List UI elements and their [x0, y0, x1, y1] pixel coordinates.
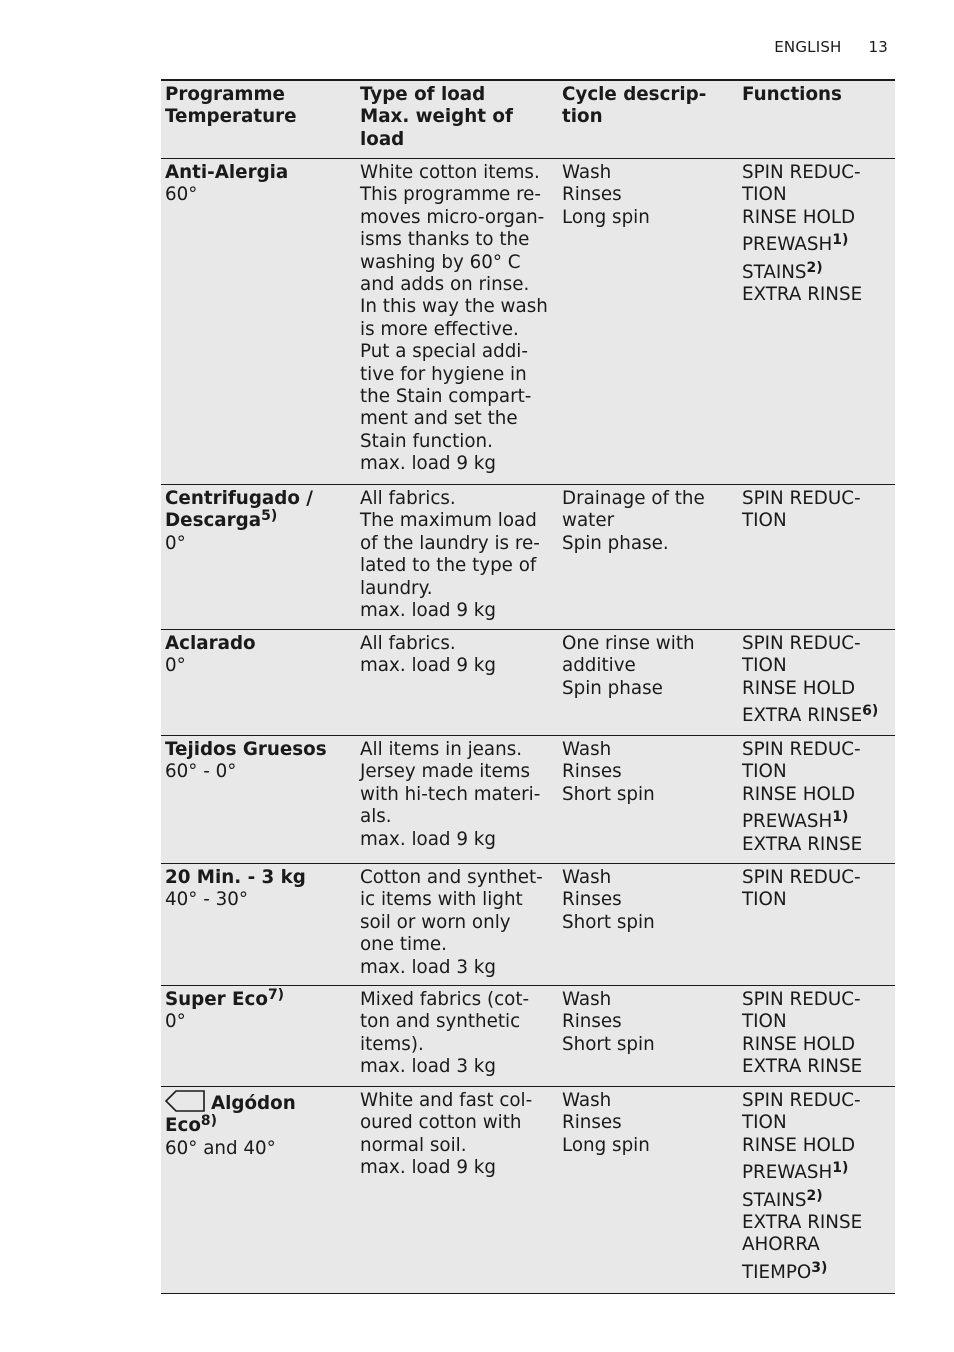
table-row: [161, 485, 895, 630]
programme-name-line: [165, 867, 352, 889]
function-item: [742, 989, 891, 1011]
function-label: SPIN REDUC-: [742, 989, 861, 1010]
function-label: RINSE HOLD: [742, 783, 856, 805]
function-item: [742, 811, 891, 833]
function-item: [742, 259, 891, 284]
function-label: TION: [742, 1011, 787, 1033]
function-item: [742, 284, 891, 306]
programme-name: Super Eco: [165, 989, 268, 1010]
footnote-ref: 1): [832, 232, 849, 249]
programme-cell: [161, 986, 356, 1086]
load-cell: Cotton and synthet- ic items with light soil or worn only one time. max. load 3 kg: [360, 867, 543, 978]
cycle-cell: Wash Rinses Long spin: [562, 1090, 650, 1156]
function-label: EXTRA RINSE: [742, 833, 863, 855]
programme-temperature: 0°: [165, 1011, 186, 1033]
programme-name-line: [165, 1115, 352, 1137]
function-label: PREWASH: [742, 811, 833, 833]
footnote-ref: 6): [862, 703, 879, 720]
function-label: TION: [742, 655, 787, 677]
table-row: [161, 864, 895, 986]
function-label: RINSE HOLD: [742, 677, 856, 699]
programme-temperature: 40° - 30°: [165, 889, 249, 911]
function-item: [742, 1135, 891, 1157]
programme-temperature: 0°: [165, 655, 186, 677]
programme-cell: [161, 485, 356, 629]
programme-temperature: 60° - 0°: [165, 761, 237, 783]
function-label: SPIN REDUC-: [742, 1090, 861, 1111]
programme-table: [161, 79, 895, 1294]
programme-cell: [161, 1087, 356, 1293]
programme-temperature: 60°: [165, 184, 198, 206]
function-item: [742, 488, 891, 510]
programme-name-line: [165, 633, 352, 655]
footnote-ref: 2): [806, 259, 823, 276]
functions-cell: [738, 1087, 895, 1293]
load-cell: Mixed fabrics (cot- ton and synthetic items). max. load 3 kg: [360, 989, 530, 1078]
function-label: PREWASH: [742, 234, 833, 256]
programme-name-line: [165, 989, 352, 1011]
footnote-ref: 2): [806, 1187, 823, 1204]
cycle-cell: Wash Rinses Long spin: [562, 162, 650, 228]
programme-name-continued: Eco: [165, 1115, 201, 1137]
programme-cell: [161, 864, 356, 985]
table-row: [161, 986, 895, 1087]
function-item: [742, 1090, 891, 1112]
function-item: [742, 867, 891, 889]
programme-name: 20 Min. - 3 kg: [165, 867, 306, 888]
functions-cell: [738, 485, 895, 629]
function-item: [742, 1162, 891, 1184]
function-item: [742, 834, 891, 856]
load-cell: White and fast col- oured cotton with normal soil. max. load 9 kg: [360, 1090, 533, 1179]
function-item: [742, 184, 891, 206]
load-cell: All fabrics. max. load 9 kg: [360, 633, 496, 677]
function-label: PREWASH: [742, 1162, 833, 1184]
cycle-cell: Wash Rinses Short spin: [562, 739, 655, 805]
function-item: [742, 1056, 891, 1078]
functions-cell: [738, 864, 895, 985]
functions-cell: [738, 736, 895, 863]
programme-temperature: 0°: [165, 532, 186, 554]
function-item: [742, 1112, 891, 1134]
programme-name: Centrifugado /: [165, 488, 313, 509]
function-item: [742, 889, 891, 911]
programme-name: Algódon: [211, 1093, 296, 1114]
function-item: [742, 162, 891, 184]
programme-cell: [161, 630, 356, 735]
programme-name-line: [165, 488, 352, 510]
function-item: [742, 1234, 891, 1256]
footnote-ref: 8): [200, 1113, 218, 1130]
column-header-cycle: Cycle descrip- tion: [562, 84, 707, 128]
function-label: RINSE HOLD: [742, 1033, 856, 1055]
footnote-ref: 3): [811, 1259, 828, 1276]
programme-name-line: [165, 510, 352, 532]
table-header-row: [161, 81, 895, 159]
footnote-ref: 1): [832, 1160, 849, 1177]
function-item: [742, 1259, 891, 1284]
function-item: [742, 739, 891, 761]
programme-cell: [161, 736, 356, 863]
table-row: [161, 1087, 895, 1293]
function-label: AHORRA: [742, 1234, 820, 1256]
programme-name-continued: Descarga: [165, 510, 262, 532]
function-item: [742, 705, 891, 727]
function-label: STAINS: [742, 1189, 807, 1211]
function-item: [742, 678, 891, 700]
functions-cell: [738, 630, 895, 735]
function-label: EXTRA RINSE: [742, 1056, 863, 1078]
function-label: TION: [742, 510, 787, 532]
function-label: TION: [742, 889, 787, 911]
function-item: [742, 1011, 891, 1033]
function-label: TION: [742, 184, 787, 206]
programme-name: Tejidos Gruesos: [165, 739, 327, 760]
programme-cell: [161, 159, 356, 484]
function-label: SPIN REDUC-: [742, 739, 861, 760]
function-label: SPIN REDUC-: [742, 488, 861, 509]
column-header-load: Type of load Max. weight of load: [360, 84, 513, 150]
function-label: TION: [742, 761, 787, 783]
load-cell: White cotton items. This programme re- moves micro-organ- isms thanks to the washing by 60° C and adds on rinse. In this way the wash is more effective. Put a special addi- tive for hygiene in the Stain compart- ment and set the Stain function. max. load 9 kg: [360, 162, 548, 475]
function-label: RINSE HOLD: [742, 1134, 856, 1156]
function-label: EXTRA RINSE: [742, 1212, 863, 1234]
cycle-cell: Wash Rinses Short spin: [562, 867, 655, 933]
programme-name-line: [165, 162, 352, 184]
table-row: [161, 630, 895, 736]
footnote-ref: 5): [261, 508, 278, 525]
function-item: [742, 761, 891, 783]
programme-name: Aclarado: [165, 633, 256, 654]
programme-name-line: [165, 739, 352, 761]
footnote-ref: 7): [267, 987, 285, 1003]
table-row: [161, 159, 895, 485]
function-item: [742, 234, 891, 256]
page-number: 13: [868, 38, 888, 56]
function-item: [742, 1212, 891, 1234]
programme-name: Anti-Alergia: [165, 162, 289, 183]
page-header: [774, 38, 888, 56]
function-item: [742, 1187, 891, 1212]
function-item: [742, 784, 891, 806]
function-label: EXTRA RINSE: [742, 284, 863, 306]
cycle-cell: One rinse with additive Spin phase: [562, 633, 695, 699]
function-item: [742, 633, 891, 655]
programme-temperature: 60° and 40°: [165, 1137, 276, 1159]
function-item: [742, 1034, 891, 1056]
function-label: RINSE HOLD: [742, 206, 856, 228]
functions-cell: [738, 986, 895, 1086]
function-label: EXTRA RINSE: [742, 705, 863, 727]
load-cell: All items in jeans. Jersey made items with hi-tech materi- als. max. load 9 kg: [360, 739, 541, 850]
function-label: TION: [742, 1112, 787, 1134]
cycle-cell: Wash Rinses Short spin: [562, 989, 655, 1055]
eco-tag-icon: [165, 1090, 205, 1112]
function-label: SPIN REDUC-: [742, 633, 861, 654]
programme-name-line: [165, 1090, 352, 1115]
column-header-functions: Functions: [742, 84, 842, 105]
function-label: SPIN REDUC-: [742, 162, 861, 183]
function-label: STAINS: [742, 261, 807, 283]
footnote-ref: 1): [832, 809, 849, 826]
function-item: [742, 655, 891, 677]
table-row: [161, 736, 895, 864]
language-label: ENGLISH: [774, 38, 842, 56]
column-header-programme: Programme Temperature: [165, 84, 297, 128]
function-item: [742, 207, 891, 229]
function-label: SPIN REDUC-: [742, 867, 861, 888]
function-label: TIEMPO: [742, 1261, 812, 1283]
cycle-cell: Drainage of the water Spin phase.: [562, 488, 705, 554]
functions-cell: [738, 159, 895, 484]
function-item: [742, 510, 891, 532]
load-cell: All fabrics. The maximum load of the laundry is re- lated to the type of laundry. max. load 9 kg: [360, 488, 540, 622]
